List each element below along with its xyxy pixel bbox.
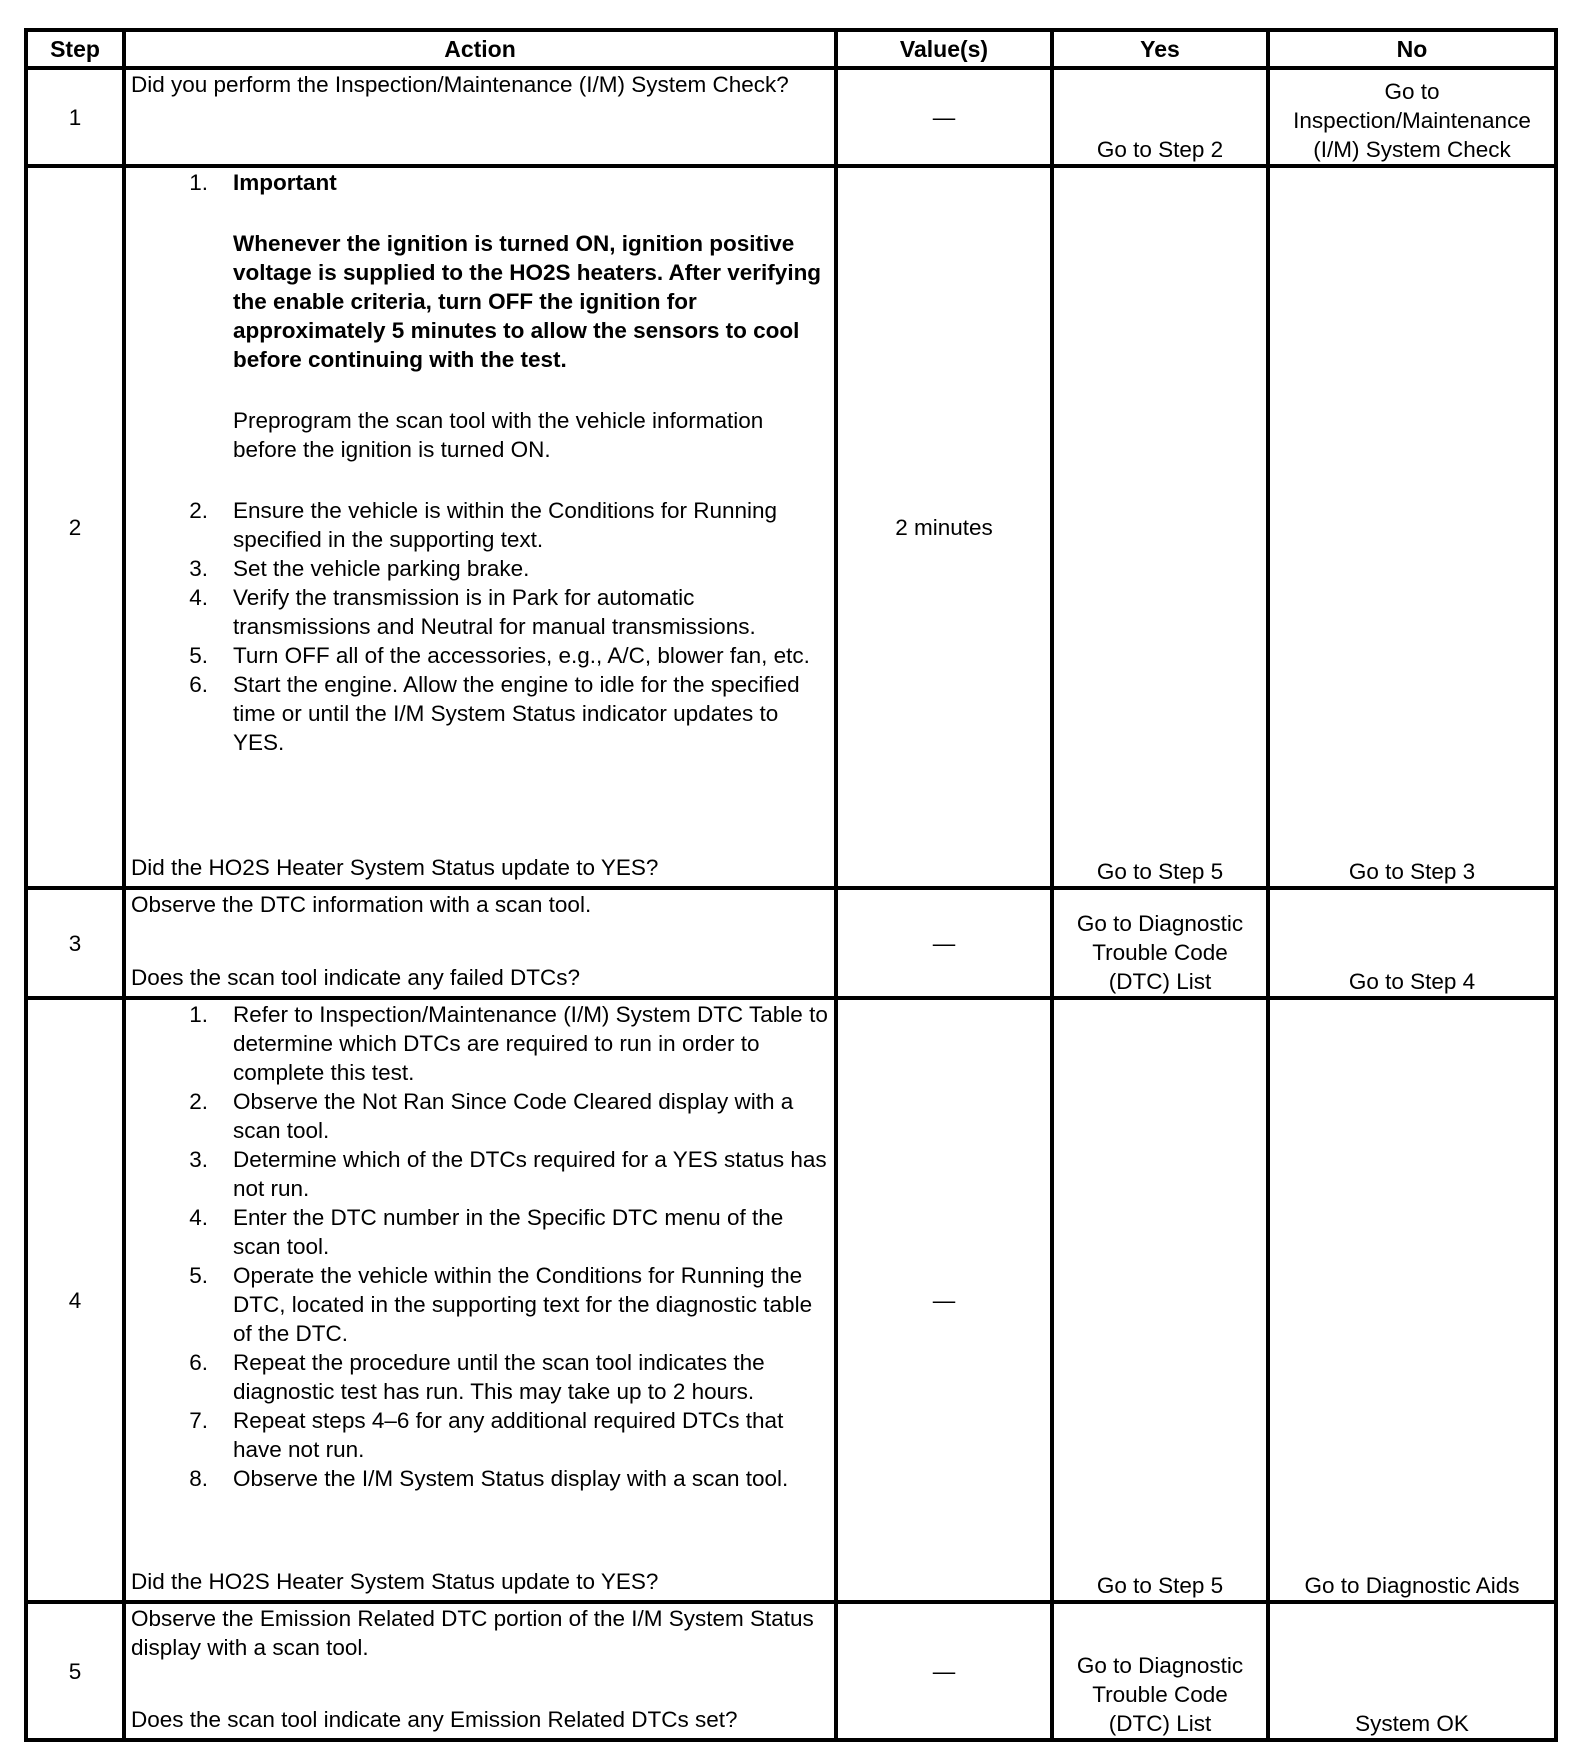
list-item [131,641,829,670]
step-number: 1 [26,68,124,166]
value-cell: — [836,1602,1052,1740]
list-number: 3. [189,556,208,581]
procedure-list [131,1000,829,1493]
list-item [131,1087,829,1145]
header-step: Step [26,30,124,68]
header-no: No [1268,30,1556,68]
step-number: 5 [26,1602,124,1740]
important-warning: Whenever the ignition is turned ON, ignition positive voltage is supplied to the HO2S heaters. After verifying the enable criteria, turn OFF the ignition for approximately 5 minutes to allow the sensors to cool before continuing with the test. [233,231,822,372]
no-cell: Go to Diagnostic Aids [1268,998,1556,1602]
list-text: Turn OFF all of the accessories, e.g., A/C, blower fan, etc. [233,643,810,668]
table-row-step-3 [26,888,1556,998]
important-note: Preprogram the scan tool with the vehicle information before the ignition is turned ON. [233,408,764,462]
list-item [131,1464,829,1493]
question-text: Did the HO2S Heater System Status update to YES? [131,1569,659,1594]
step-number: 3 [26,888,124,998]
header-values: Value(s) [836,30,1052,68]
header-yes: Yes [1052,30,1268,68]
list-item [131,554,829,583]
list-text: Refer to Inspection/Maintenance (I/M) System DTC Table to determine which DTCs are required to run in order to complete this test. [233,1002,828,1085]
list-text: Enter the DTC number in the Specific DTC menu of the scan tool. [233,1205,784,1259]
action-text: Observe the Emission Related DTC portion of the I/M System Status display with a scan tool. [131,1606,814,1660]
list-item [131,1145,829,1203]
list-text: Operate the vehicle within the Conditions for Running the DTC, located in the supporting text for the diagnostic table of the DTC. [233,1263,813,1346]
no-cell: Go to Step 4 [1268,888,1556,998]
yes-cell: Go to Step 5 [1052,166,1268,888]
list-item [131,496,829,554]
list-number: 7. [189,1408,208,1433]
yes-cell: Go to Diagnostic Trouble Code (DTC) List [1052,888,1268,998]
list-number: 3. [189,1147,208,1172]
value-cell: — [836,68,1052,166]
value-cell: — [836,888,1052,998]
list-number: 6. [189,1350,208,1375]
list-text: Verify the transmission is in Park for automatic transmissions and Neutral for manual transmissions. [233,585,756,639]
table-row-step-4 [26,998,1556,1602]
action-cell [124,68,836,166]
step-number: 2 [26,166,124,888]
step-number: 4 [26,998,124,1602]
list-number: 1. [189,170,208,195]
table-row-step-5 [26,1602,1556,1740]
no-cell: System OK [1268,1602,1556,1740]
list-item [131,1000,829,1087]
question-text: Does the scan tool indicate any failed DTCs? [131,965,580,990]
procedure-list [131,168,829,757]
action-cell [124,998,836,1602]
list-text: Observe the Not Ran Since Code Cleared display with a scan tool. [233,1089,794,1143]
list-number: 5. [189,643,208,668]
list-number: 8. [189,1466,208,1491]
action-text: Did you perform the Inspection/Maintenance (I/M) System Check? [131,72,789,97]
list-number: 6. [189,672,208,697]
list-text: Ensure the vehicle is within the Conditions for Running specified in the supporting text. [233,498,778,552]
list-number: 2. [189,498,208,523]
list-item [131,670,829,757]
yes-cell: Go to Diagnostic Trouble Code (DTC) List [1052,1602,1268,1740]
list-text: Determine which of the DTCs required for a YES status has not run. [233,1147,827,1201]
header-action: Action [124,30,836,68]
list-number: 2. [189,1089,208,1114]
diagnostic-table [24,28,1558,1742]
table-row-step-2 [26,166,1556,888]
list-item [131,583,829,641]
list-number: 4. [189,585,208,610]
question-text: Does the scan tool indicate any Emission Related DTCs set? [131,1707,738,1732]
value-cell: — [836,998,1052,1602]
table-row-step-1 [26,68,1556,166]
list-text: Observe the I/M System Status display with a scan tool. [233,1466,789,1491]
list-number: 4. [189,1205,208,1230]
value-cell: 2 minutes [836,166,1052,888]
list-text: Set the vehicle parking brake. [233,556,530,581]
action-cell [124,1602,836,1740]
list-text: Repeat steps 4–6 for any additional required DTCs that have not run. [233,1408,784,1462]
list-text: Repeat the procedure until the scan tool indicates the diagnostic test has run. This may take up to 2 hours. [233,1350,765,1404]
action-cell [124,166,836,888]
action-cell [124,888,836,998]
yes-cell: Go to Step 5 [1052,998,1268,1602]
list-item [131,168,829,464]
important-heading: Important [233,170,337,195]
list-number: 1. [189,1002,208,1027]
header-row [26,30,1556,68]
yes-cell: Go to Step 2 [1052,68,1268,166]
question-text: Did the HO2S Heater System Status update to YES? [131,855,659,880]
list-text: Start the engine. Allow the engine to idle for the specified time or until the I/M System Status indicator updates to YES. [233,672,800,755]
list-item [131,1203,829,1261]
list-item [131,1348,829,1406]
list-number: 5. [189,1263,208,1288]
list-item [131,1406,829,1464]
no-cell: Go to Inspection/Maintenance (I/M) System Check [1268,68,1556,166]
action-text: Observe the DTC information with a scan tool. [131,892,592,917]
no-cell: Go to Step 3 [1268,166,1556,888]
list-item [131,1261,829,1348]
